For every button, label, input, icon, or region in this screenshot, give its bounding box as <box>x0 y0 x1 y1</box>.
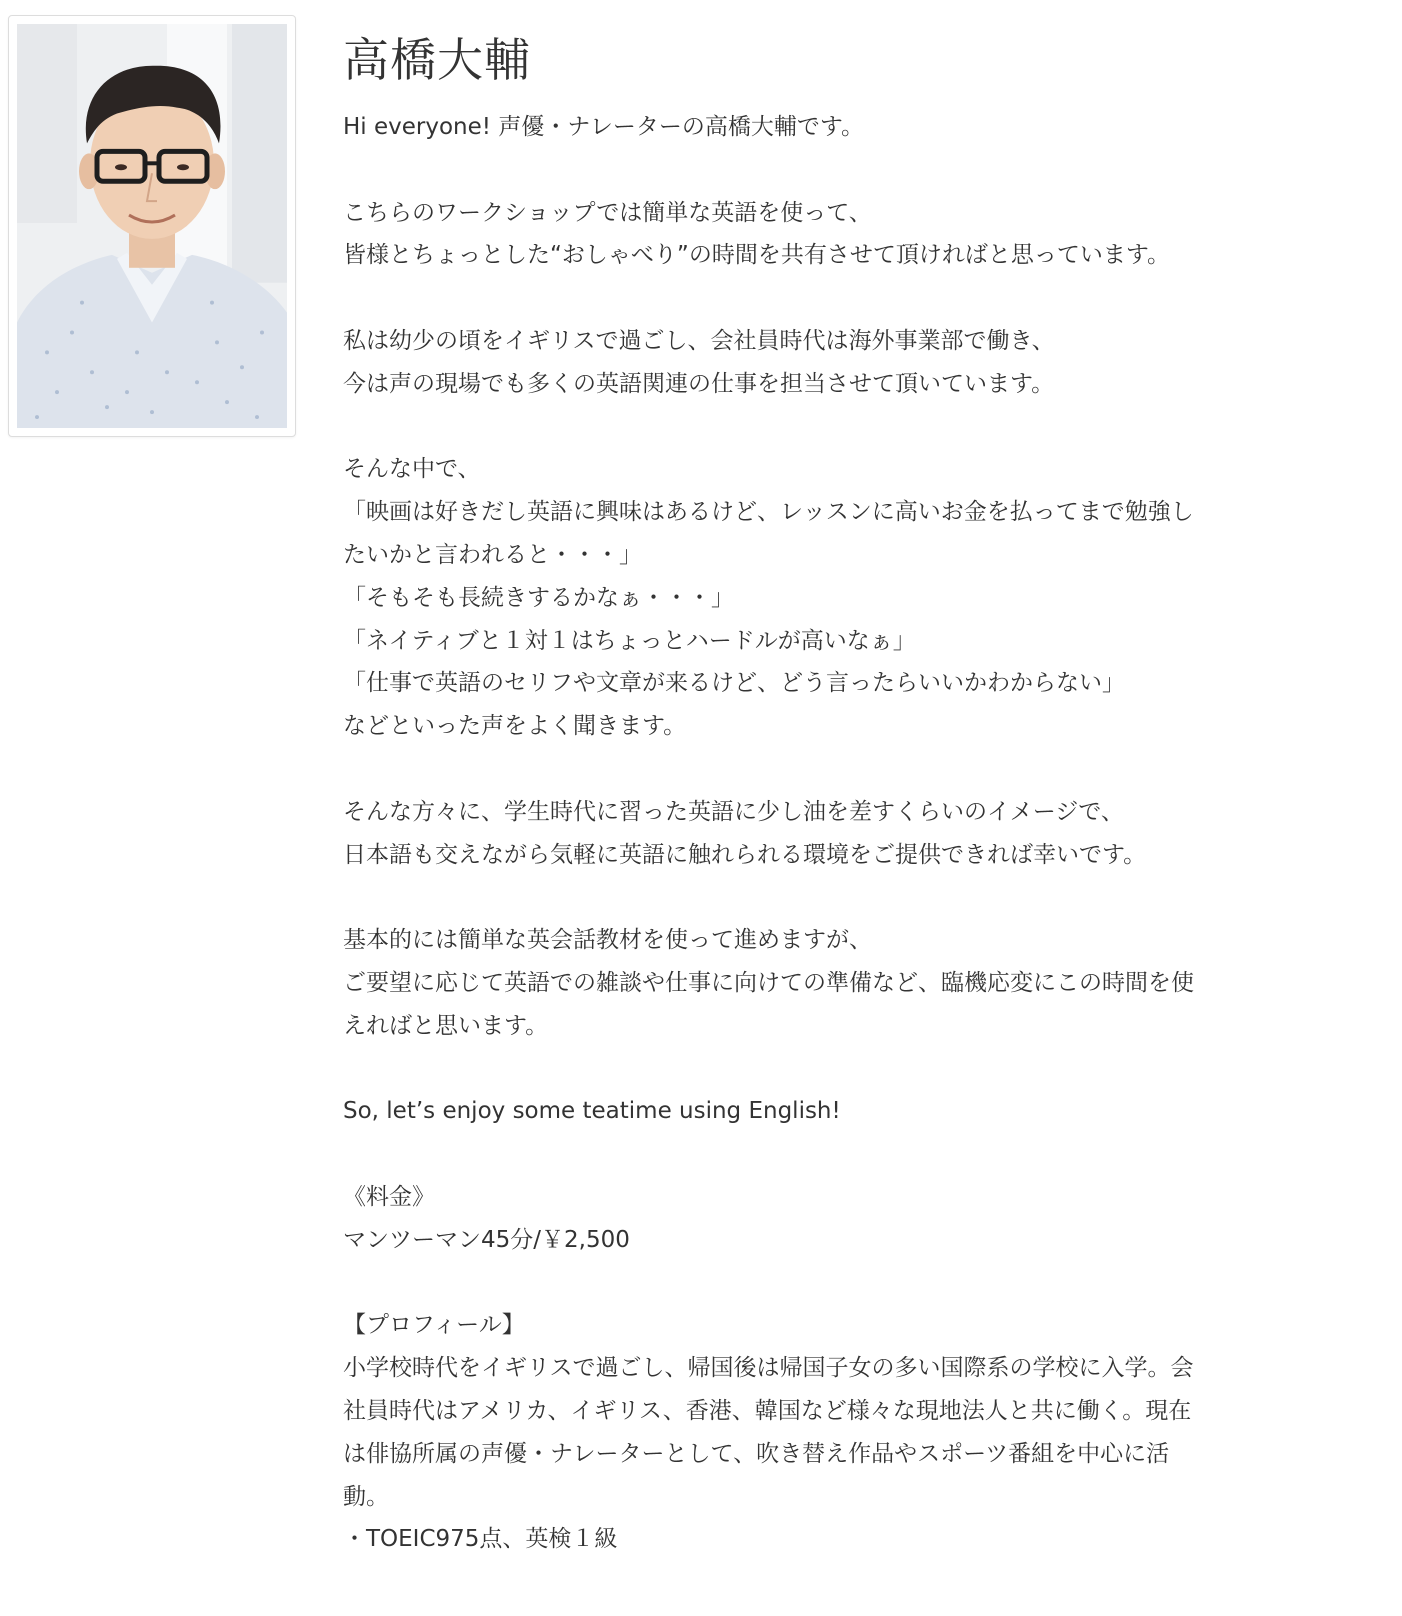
bio-line: 【プロフィール】 <box>343 1312 525 1339</box>
bio-line: So, let’s enjoy some teatime using English! <box>343 1098 841 1125</box>
bio-line: 基本的には簡単な英会話教材を使って進めますが、 <box>343 927 872 954</box>
bio-line: 皆様とちょっとした“おしゃべり”の時間を共有させて頂ければと思っています。 <box>343 242 1170 269</box>
bio-line: 《料金》 <box>343 1183 435 1210</box>
bio-line: ・TOEIC975点、英検１級 <box>343 1526 618 1553</box>
bio-line: 私は幼少の頃をイギリスで過ごし、会社員時代は海外事業部で働き、 <box>343 327 1055 354</box>
bio-line <box>343 1133 1383 1176</box>
bio-line: 小学校時代をイギリスで過ごし、帰国後は帰国子女の多い国際系の学校に入学。会 <box>343 1355 1194 1382</box>
bio-line: 「そもそも長続きするかなぁ・・・」 <box>343 584 734 611</box>
bio-line: Hi everyone! 声優・ナレーターの高橋大輔です。 <box>343 114 865 140</box>
bio-line: は俳協所属の声優・ナレーターとして、吹き替え作品やスポーツ番組を中心に活 <box>343 1440 1170 1467</box>
bio-line: 「映画は好きだし英語に興味はあるけど、レッスンに高いお金を払ってまで勉強し <box>343 499 1194 526</box>
bio-line: 動。 <box>343 1483 389 1510</box>
bio-line: 「仕事で英語のセリフや文章が来るけど、どう言ったらいいかわからない」 <box>343 670 1125 697</box>
bio-line <box>343 406 1383 449</box>
bio-line: たいかと言われると・・・」 <box>343 541 642 568</box>
bio-line <box>343 748 1383 791</box>
bio-line <box>343 277 1383 320</box>
bio-line: 今は声の現場でも多くの英語関連の仕事を担当させて頂いています。 <box>343 370 1055 397</box>
portrait-image <box>17 24 287 428</box>
bio-line: そんな中で、 <box>343 456 481 483</box>
bio-line: マンツーマン45分/￥2,500 <box>343 1226 630 1253</box>
bio-line: ご要望に応じて英語での雑談や仕事に向けての準備など、臨機応変にこの時間を使 <box>343 969 1194 996</box>
bio-line: 「ネイティブと１対１はちょっとハードルが高いなぁ」 <box>343 627 916 654</box>
profile-photo-frame <box>8 15 296 437</box>
bio-line <box>343 1262 1383 1305</box>
bio-line: そんな方々に、学生時代に習った英語に少し油を差すくらいのイメージで、 <box>343 798 1124 825</box>
bio-text <box>343 106 1383 1561</box>
bio-line: 日本語も交えながら気軽に英語に触れられる環境をご提供できれば幸いです。 <box>343 841 1147 868</box>
bio-line: えればと思います。 <box>343 1012 549 1039</box>
bio-line: 社員時代はアメリカ、イギリス、香港、韓国など様々な現地法人と共に働く。現在 <box>343 1397 1192 1424</box>
profile-name: 高橋大輔 <box>343 33 531 87</box>
bio-line: こちらのワークショップでは簡単な英語を使って、 <box>343 199 872 226</box>
bio-line: などといった声をよく聞きます。 <box>343 713 687 740</box>
bio-line <box>343 149 1383 192</box>
profile-content <box>343 20 1383 1561</box>
profile-photo <box>17 24 287 428</box>
bio-line <box>343 1048 1383 1091</box>
bio-line <box>343 876 1383 919</box>
